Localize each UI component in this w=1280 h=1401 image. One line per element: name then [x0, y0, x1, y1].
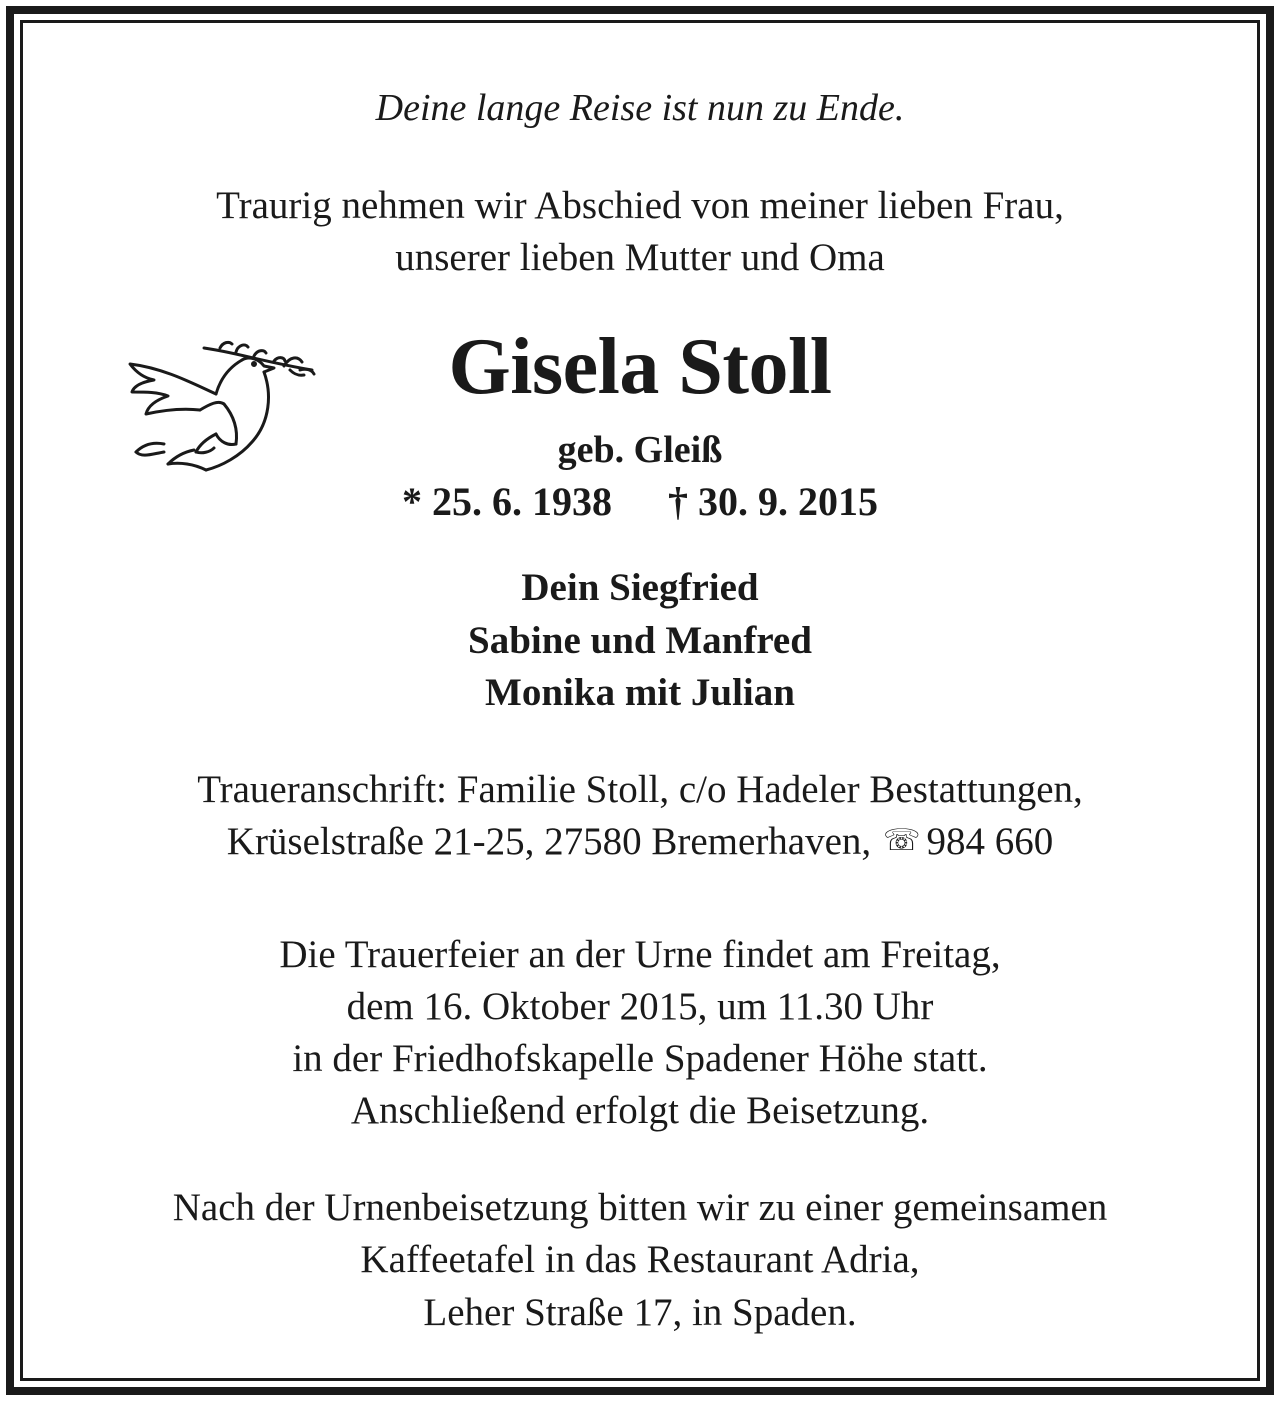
- family-line-1: Dein Siegfried: [521, 566, 759, 609]
- reception-line-2: Kaffeetafel in das Restaurant Adria,: [360, 1238, 920, 1281]
- address-line-2: [0, 819, 1280, 864]
- ceremony-line-4: Anschließend erfolgt die Beisetzung.: [350, 1089, 930, 1132]
- reception-line-1: Nach der Urnenbeisetzung bitten wir zu einer gemeinsamen: [172, 1186, 1108, 1229]
- telephone-icon: ☏: [882, 823, 921, 858]
- ceremony-line-1: Die Trauerfeier an der Urne findet am Freitag,: [279, 933, 1001, 976]
- address-line-1: Traueranschrift: Familie Stoll, c/o Hadeler Bestattungen,: [197, 768, 1083, 811]
- intro-line-2: unserer lieben Mutter und Oma: [395, 236, 885, 279]
- death-date: † 30. 9. 2015: [668, 479, 878, 524]
- motto-line: Deine lange Reise ist nun zu Ende.: [375, 87, 905, 129]
- maiden-name: geb. Gleiß: [557, 429, 723, 471]
- deceased-name: Gisela Stoll: [448, 323, 832, 411]
- ceremony-line-2: dem 16. Oktober 2015, um 11.30 Uhr: [346, 985, 934, 1028]
- family-line-3: Monika mit Julian: [485, 671, 795, 714]
- phone-number: 984 660: [926, 820, 1054, 863]
- family-line-2: Sabine und Manfred: [468, 619, 812, 662]
- address-street: Krüselstraße 21-25, 27580 Bremerhaven,: [226, 820, 872, 863]
- reception-line-3: Leher Straße 17, in Spaden.: [423, 1291, 857, 1334]
- intro-line-1: Traurig nehmen wir Abschied von meiner lieben Frau,: [216, 184, 1064, 227]
- birth-date: * 25. 6. 1938: [402, 479, 612, 524]
- ceremony-line-3: in der Friedhofskapelle Spadener Höhe statt.: [292, 1037, 988, 1080]
- life-dates: [0, 478, 1280, 525]
